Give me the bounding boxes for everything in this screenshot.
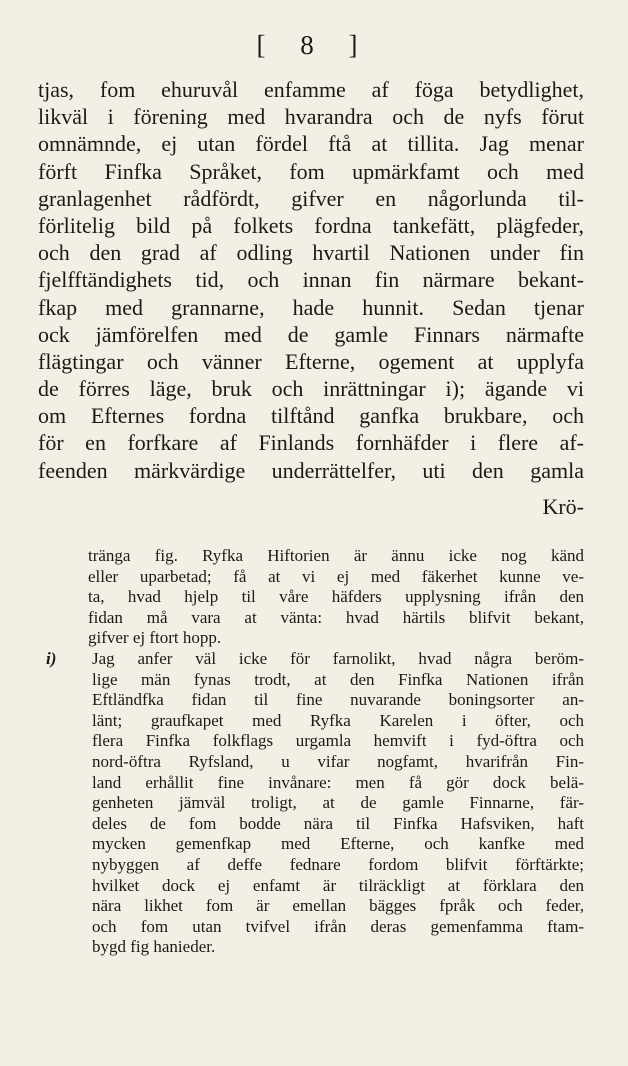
text-line: flägtingar och vänner Efterne, ogement at upplyfa (38, 348, 584, 374)
text-line: förlitelig bild på folkets fordna tankefätt, plägfeder, (38, 212, 584, 238)
footnote-line: och fom utan tvifvel ifrån deras gemenfamma ftam- (92, 916, 584, 936)
footnote-line: deles de fom bodde nära til Finfka Hafsviken, haft (92, 813, 584, 833)
footnotes (46, 546, 584, 958)
footnote-line: nybyggen af deffe fednare fordom blifvit förftärkte; (92, 854, 584, 874)
footnote-line: Eftländfka fidan til fine nuvarande boningsorter an- (92, 690, 584, 710)
text-line: förft Finfka Språket, fom upmärkfamt och med (38, 158, 584, 184)
catchword: Krö- (542, 494, 584, 519)
footnote-i (46, 648, 584, 958)
footnote-line: Jag anfer väl icke för farnolikt, hvad några beröm- (92, 648, 584, 668)
text-line: omnämnde, ej utan fördel ftå at tillita. Jag menar (38, 131, 584, 157)
text-line: för en forfkare af Finlands fornhäfder i flere af- (38, 430, 584, 456)
footnote-line: nära likhet fom är emellan bägges fpråk och feder, (92, 896, 584, 916)
footnote-line: nord-öftra Ryfsland, u vifar nogfamt, hvarifrån Fin- (92, 751, 584, 771)
footnote-line: gifver ej ftort hopp. (88, 628, 222, 648)
text-line: granlagenhet rådfördt, gifver en någorlunda til- (38, 185, 584, 211)
text-line: om Efternes fordna tilftånd ganfka brukbare, och (38, 403, 584, 429)
text-line: ock jämförelfen med de gamle Finnars närmafte (38, 321, 584, 347)
footnote-marker: i) (46, 648, 57, 668)
footnote-line: flera Finfka folkflags urgamla hemvift i fyd-öftra och (92, 731, 584, 751)
footnote-line: hvilket dock ej enfamt är tilräckligt at förklara den (92, 875, 584, 895)
footnote-line: länt; graufkapet med Ryfka Karelen i öfter, och (92, 710, 584, 730)
page-number: [ 8 ] (256, 30, 372, 60)
footnote-line: mycken gemenfkap med Efterne, och kanfke med (92, 834, 584, 854)
main-text-body (38, 76, 584, 484)
footnote-line: lige män fynas trodt, at den Finfka Nationen ifrån (92, 669, 584, 689)
text-line: feenden märkvärdige underrättelfer, uti den gamla (38, 457, 584, 483)
footnote-line: land erhållit fine invånare: men få gör dock belä- (92, 772, 584, 792)
footnote-continued (50, 546, 584, 649)
footnote-line: bygd fig hanieder. (92, 937, 216, 957)
footnote-line: eller uparbetad; få at vi ej med fäkerhet kunne ve- (88, 566, 584, 586)
footnote-line: ta, hvad hjelp til våre häfders upplysning ifrån den (88, 587, 584, 607)
text-line: fkap med grannarne, hade hunnit. Sedan tjenar (38, 294, 584, 320)
footnote-line: genheten jämväl troligt, at de gamle Finnarne, fär- (92, 793, 584, 813)
text-line: de förres läge, bruk och inrättningar i); ägande vi (38, 376, 584, 402)
text-line: tjas, fom ehuruvål enfamme af föga betydlighet, (38, 77, 584, 102)
text-line: fjelfftändighets tid, och innan fin närmare bekant- (38, 267, 584, 293)
text-line: och den grad af odling hvartil Nationen under fin (38, 240, 584, 266)
text-line: likväl i förening med hvarandra och de nyfs förut (38, 104, 584, 130)
footnote-line: fidan må vara at vänta: hvad härtils blifvit bekant, (88, 607, 584, 627)
footnote-line: tränga fig. Ryfka Hiftorien är ännu icke nog känd (88, 546, 584, 565)
